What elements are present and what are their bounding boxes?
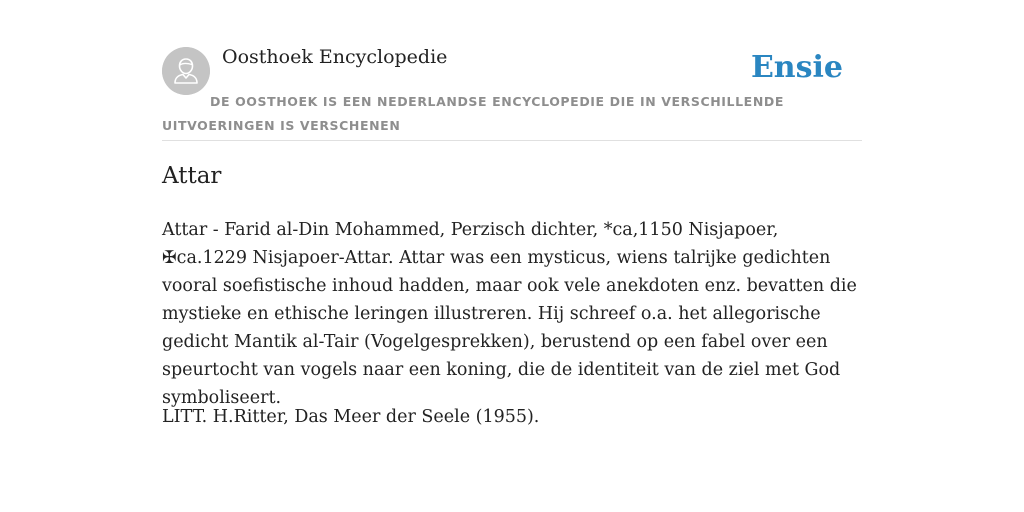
user-icon	[162, 47, 210, 95]
ensie-logo[interactable]: Ensie	[750, 50, 843, 85]
author-avatar[interactable]	[162, 47, 210, 95]
author-tagline: DE OOSTHOEK IS EEN NEDERLANDSE ENCYCLOPEDIE DIE IN VERSCHILLENDE UITVOERINGEN IS VERSCHENEN	[162, 94, 784, 133]
article-title: Attar	[162, 163, 222, 189]
page-header	[162, 0, 862, 141]
article-body: Attar - Farid al-Din Mohammed, Perzisch dichter, *ca,1150 Nisjapoer, ✠ca.1229 Nisjapoer-Attar. Attar was een mysticus, wiens talrijke gedichten vooral soefistische inhoud hadden, maar ook vele anekdoten enz. bevatten die mystieke en ethische leringen illustreren. Hij schreef o.a. het allegorische gedicht Mantik al-Tair (Vogelgesprekken), berustend op een fabel over een speurtocht van vogels naar een koning, die de identiteit van de ziel met God symboliseert.	[162, 220, 857, 408]
article-reference: LITT. H.Ritter, Das Meer der Seele (1955).	[162, 407, 540, 427]
page-container	[162, 0, 862, 427]
author-name-link[interactable]: Oosthoek Encyclopedie	[222, 46, 448, 68]
